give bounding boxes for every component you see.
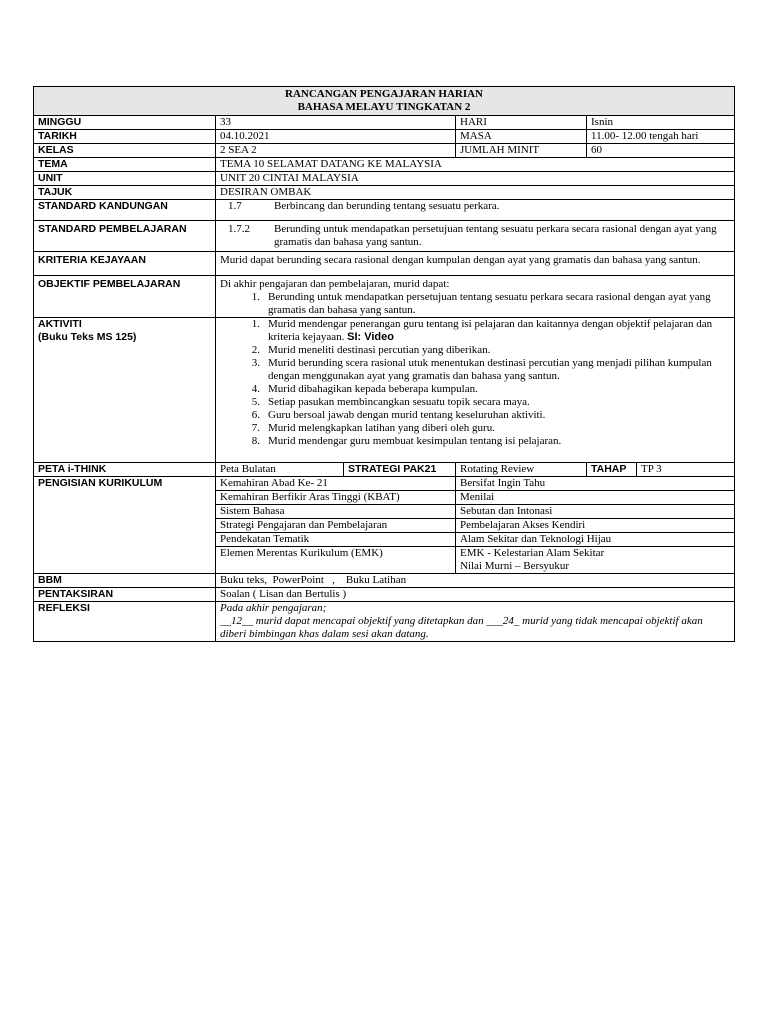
- list-item-number: 1.: [251, 291, 260, 303]
- sp-text: Berunding untuk mendapatkan persetujuan tentang sesuatu perkara secara rasional dengan ayat yang gramatis dan bahasa yang santun.: [274, 223, 717, 248]
- tarikh-label: TARIKH: [34, 130, 216, 144]
- aktiviti-list-rest: [220, 344, 730, 448]
- sk-code: 1.7: [228, 200, 242, 212]
- list-item: 1. Murid mendengar penerangan guru tentang isi pelajaran dan kaitannya dengan objektif pelajaran dan kriteria kejayaan. SI: Video: [251, 318, 713, 343]
- title-line-2: BAHASA MELAYU TINGKATAN 2: [297, 101, 471, 113]
- refleksi-line-1: Pada akhir pengajaran;: [220, 602, 327, 614]
- objektif-row: [34, 276, 735, 318]
- tarikh-value: 04.10.2021: [216, 130, 456, 144]
- list-item-number: 4.: [251, 383, 260, 395]
- refleksi-label: REFLEKSI: [34, 602, 216, 642]
- tajuk-label: TAJUK: [34, 186, 216, 200]
- standard-pembelajaran-value: [216, 221, 735, 252]
- aktiviti-list: [220, 318, 730, 344]
- pentaksiran-label: PENTAKSIRAN: [34, 588, 216, 602]
- emk-line-2: Nilai Murni – Bersyukur: [460, 560, 570, 572]
- objektif-intro: Di akhir pengajaran dan pembelajaran, murid dapat:: [220, 278, 450, 290]
- list-item-number: 7.: [251, 422, 260, 434]
- list-item-text: Murid dibahagikan kepada beberapa kumpulan.: [268, 383, 478, 395]
- kurikulum-element: Kemahiran Abad Ke- 21: [216, 477, 456, 491]
- list-item-number: 8.: [251, 435, 260, 447]
- list-item-text: Murid melengkapkan latihan yang diberi oleh guru.: [268, 422, 495, 434]
- unit-label: UNIT: [34, 172, 216, 186]
- kurikulum-element-value: Alam Sekitar dan Teknologi Hijau: [456, 533, 735, 547]
- kurikulum-element-value: Sebutan dan Intonasi: [456, 505, 735, 519]
- peta-label: PETA i-THINK: [34, 463, 216, 477]
- list-item-number: 3.: [251, 357, 260, 369]
- list-item-number: 2.: [251, 344, 260, 356]
- tahap-label: TAHAP: [587, 463, 637, 477]
- objektif-value: [216, 276, 735, 318]
- list-item-text: Berunding untuk mendapatkan persetujuan tentang sesuatu perkara secara rasional dengan ayat yang gramatis dan bahasa yang santun.: [268, 291, 711, 316]
- standard-kandungan-label: STANDARD KANDUNGAN: [34, 200, 216, 221]
- objektif-label: OBJEKTIF PEMBELAJARAN: [34, 276, 216, 318]
- kriteria-row: [34, 252, 735, 276]
- kurikulum-element-value: Menilai: [456, 491, 735, 505]
- hari-label: HARI: [456, 116, 587, 130]
- sk-text: Berbincang dan berunding tentang sesuatu perkara.: [274, 200, 500, 212]
- strategi-value: Rotating Review: [456, 463, 587, 477]
- kurikulum-element: Kemahiran Berfikir Aras Tinggi (KBAT): [216, 491, 456, 505]
- minggu-label: MINGGU: [34, 116, 216, 130]
- peta-row: [34, 463, 735, 477]
- list-item: [220, 396, 730, 409]
- kurikulum-element-value: Pembelajaran Akses Kendiri: [456, 519, 735, 533]
- list-item-text: Setiap pasukan membincangkan sesuatu topik secara maya.: [268, 396, 530, 408]
- list-item-text: Murid berunding scera rasional utuk menentukan destinasi percutian yang menjadi pilihan kumpulan dengan menggunakan ayat yang gramatis dan bahasa yang santun.: [268, 357, 712, 382]
- title-line-1: RANCANGAN PENGAJARAN HARIAN: [285, 88, 483, 100]
- kurikulum-element: Sistem Bahasa: [216, 505, 456, 519]
- list-item-number: 5.: [251, 396, 260, 408]
- peta-value: Peta Bulatan: [216, 463, 344, 477]
- list-item-number: 6.: [251, 409, 260, 421]
- standard-kandungan-value: [216, 200, 735, 221]
- jumlah-minit-value: 60: [587, 144, 735, 158]
- minggu-row: [34, 116, 735, 130]
- standard-kandungan-row: [34, 200, 735, 221]
- kelas-value: 2 SEA 2: [216, 144, 456, 158]
- kurikulum-element-value: Bersifat Ingin Tahu: [456, 477, 735, 491]
- standard-pembelajaran-row: [34, 221, 735, 252]
- tajuk-row: [34, 186, 735, 200]
- tajuk-value: DESIRAN OMBAK: [216, 186, 735, 200]
- tema-label: TEMA: [34, 158, 216, 172]
- emk-label: Elemen Merentas Kurikulum (EMK): [216, 547, 456, 574]
- emk-value: [456, 547, 735, 574]
- plan-title: [34, 87, 735, 116]
- aktiviti-label-cell: [34, 318, 216, 463]
- strategi-label: STRATEGI PAK21: [344, 463, 456, 477]
- aktiviti-label: AKTIVITI: [38, 318, 82, 330]
- list-item-text: Murid meneliti destinasi percutian yang diberikan.: [268, 344, 491, 356]
- refleksi-value: [216, 602, 735, 642]
- kurikulum-row: [34, 477, 735, 491]
- masa-label: MASA: [456, 130, 587, 144]
- kurikulum-section: [34, 477, 735, 574]
- lesson-plan-table: [33, 86, 735, 642]
- refleksi-line-2: __12__ murid dapat mencapai objektif yang ditetapkan dan ___24_ murid yang tidak mencapai objektif akan diberi bimbingan khas dalam sesi akan datang.: [220, 615, 703, 640]
- list-item: [220, 422, 730, 435]
- pentaksiran-value: Soalan ( Lisan dan Bertulis ): [216, 588, 735, 602]
- bbm-row: [34, 574, 735, 588]
- list-item: [220, 383, 730, 396]
- sp-code: 1.7.2: [228, 223, 250, 235]
- kurikulum-element: Pendekatan Tematik: [216, 533, 456, 547]
- unit-row: [34, 172, 735, 186]
- unit-value: UNIT 20 CINTAI MALAYSIA: [216, 172, 735, 186]
- list-item-text: Murid mendengar guru membuat kesimpulan tentang isi pelajaran.: [268, 435, 562, 447]
- kelas-label: KELAS: [34, 144, 216, 158]
- aktiviti-row: [34, 318, 735, 463]
- tema-value: TEMA 10 SELAMAT DATANG KE MALAYSIA: [216, 158, 735, 172]
- kurikulum-label: PENGISIAN KURIKULUM: [34, 477, 216, 574]
- list-item: [220, 357, 730, 383]
- hari-value: Isnin: [587, 116, 735, 130]
- aktiviti-item-1-highlight: SI: Video: [347, 331, 394, 343]
- minggu-value: 33: [216, 116, 456, 130]
- kelas-row: [34, 144, 735, 158]
- aktiviti-value: [216, 318, 735, 463]
- bbm-label: BBM: [34, 574, 216, 588]
- list-item: [220, 291, 730, 317]
- standard-pembelajaran-label: STANDARD PEMBELAJARAN: [34, 221, 216, 252]
- masa-value: 11.00- 12.00 tengah hari: [587, 130, 735, 144]
- aktiviti-item-1-text: Murid mendengar penerangan guru tentang isi pelajaran dan kaitannya dengan objektif pelajaran dan kriteria kejayaan.: [268, 318, 713, 343]
- tarikh-row: [34, 130, 735, 144]
- kriteria-value: Murid dapat berunding secara rasional dengan kumpulan dengan ayat yang gramatis dan bahasa yang santun.: [216, 252, 735, 276]
- tema-row: [34, 158, 735, 172]
- lesson-plan-document: [33, 86, 734, 642]
- emk-line-1: EMK - Kelestarian Alam Sekitar: [460, 547, 605, 559]
- list-item: [220, 409, 730, 422]
- list-item: [220, 435, 730, 448]
- bbm-value: Buku teks, PowerPoint , Buku Latihan: [216, 574, 735, 588]
- refleksi-row: [34, 602, 735, 642]
- pentaksiran-row: [34, 588, 735, 602]
- objektif-list: [220, 291, 730, 317]
- tahap-value: TP 3: [637, 463, 735, 477]
- header-row: [34, 87, 735, 116]
- list-item: [220, 344, 730, 357]
- aktiviti-sublabel: (Buku Teks MS 125): [38, 331, 137, 343]
- kriteria-label: KRITERIA KEJAYAAN: [34, 252, 216, 276]
- jumlah-minit-label: JUMLAH MINIT: [456, 144, 587, 158]
- list-item-text: Guru bersoal jawab dengan murid tentang keseluruhan aktiviti.: [268, 409, 546, 421]
- kurikulum-element: Strategi Pengajaran dan Pembelajaran: [216, 519, 456, 533]
